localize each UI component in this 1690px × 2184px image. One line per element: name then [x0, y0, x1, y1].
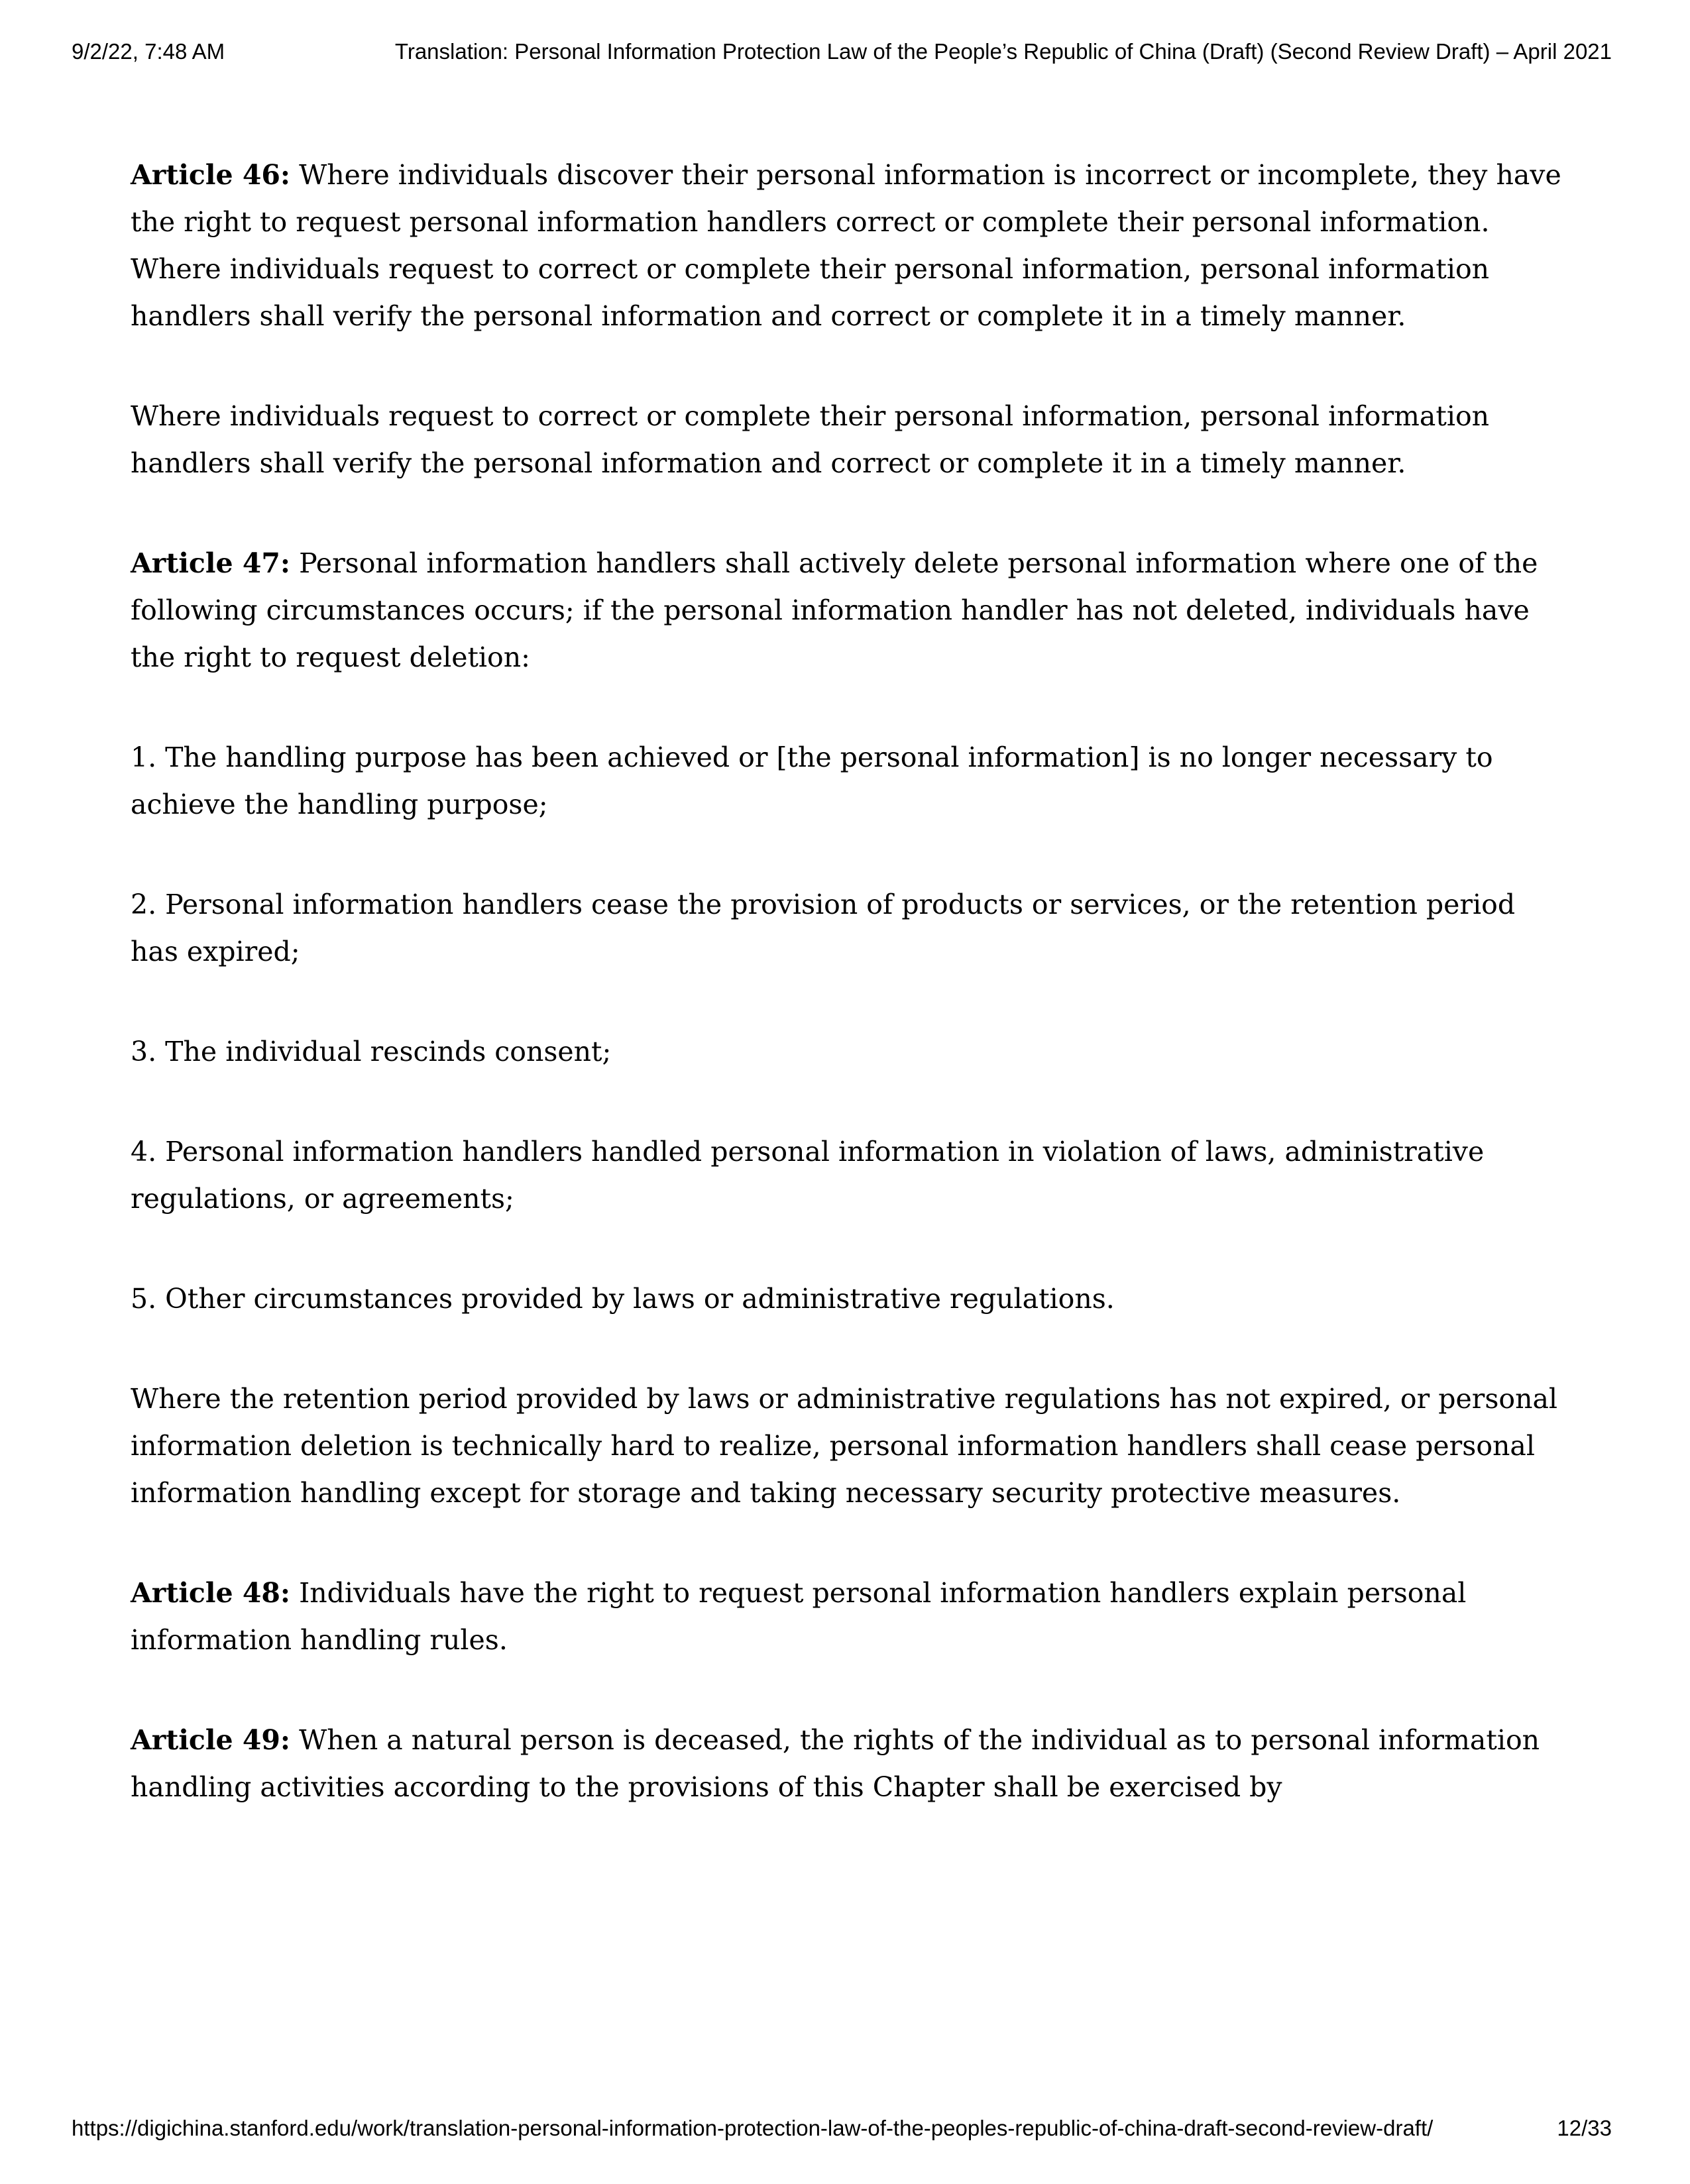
para-article-46 — [131, 152, 1562, 340]
article-49-label: Article 49: — [131, 1724, 291, 1756]
list-item-5 — [131, 1276, 1562, 1323]
para-article-49 — [131, 1717, 1562, 1811]
print-header — [72, 38, 1612, 65]
para-article-47 — [131, 540, 1562, 681]
paragraph-text: Individuals have the right to request personal information handlers explain personal information handling rules. — [131, 1577, 1467, 1656]
paragraph-text: 3. The individual rescinds consent; — [131, 1036, 612, 1067]
para-retention-exception — [131, 1376, 1562, 1517]
header-page-title: Translation: Personal Information Protection Law of the People’s Republic of China (Draft) (Second Review Draft) – April 2021 — [394, 39, 1612, 64]
paragraph-text: Personal information handlers shall actively delete personal information where one of the following circumstances occurs; if the personal information handler has not deleted, individuals have the right to request deletion: — [131, 547, 1538, 673]
paragraph-text: 4. Personal information handlers handled personal information in violation of laws, administrative regulations, or agreements; — [131, 1136, 1485, 1215]
list-item-1 — [131, 734, 1562, 828]
article-48-label: Article 48: — [131, 1577, 291, 1609]
para-article-48 — [131, 1570, 1562, 1664]
paragraph-text: 1. The handling purpose has been achieved or [the personal information] is no longer necessary to achieve the handling purpose; — [131, 741, 1493, 820]
article-47-label: Article 47: — [131, 547, 291, 579]
footer-page-number: 12/33 — [1557, 2116, 1612, 2140]
paragraph-text: When a natural person is deceased, the rights of the individual as to personal information handling activities according to the provisions of this Chapter shall be exercised by — [131, 1724, 1540, 1803]
article-46-label: Article 46: — [131, 159, 291, 191]
document-content — [131, 152, 1562, 1864]
list-item-3 — [131, 1028, 1562, 1075]
para-correction-duty — [131, 393, 1562, 487]
paragraph-text: 5. Other circumstances provided by laws or administrative regulations. — [131, 1283, 1115, 1315]
paragraph-text: Where individuals request to correct or complete their personal information, personal information handlers shall verify the personal information and correct or complete it in a timely manner. — [131, 400, 1490, 479]
print-footer — [72, 2115, 1612, 2142]
paragraph-text: Where individuals discover their personal information is incorrect or incomplete, they have the right to request personal information handlers correct or complete their personal information. Where individuals request to correct or complete their personal information, personal information handlers shall verify the personal information and correct or complete it in a timely manner. — [131, 159, 1561, 332]
footer-url: https://digichina.stanford.edu/work/translation-personal-information-protection-law-of-the-peoples-republic-of-china-draft-second-review-draft/ — [72, 2116, 1434, 2140]
paragraph-text: Where the retention period provided by laws or administrative regulations has not expired, or personal information deletion is technically hard to realize, personal information handlers shall cease personal information handling except for storage and taking necessary security protective measures. — [131, 1383, 1558, 1509]
header-datetime: 9/2/22, 7:48 AM — [72, 39, 225, 64]
list-item-2 — [131, 881, 1562, 975]
paragraph-text: 2. Personal information handlers cease the provision of products or services, or the retention period has expired; — [131, 889, 1516, 967]
list-item-4 — [131, 1128, 1562, 1223]
